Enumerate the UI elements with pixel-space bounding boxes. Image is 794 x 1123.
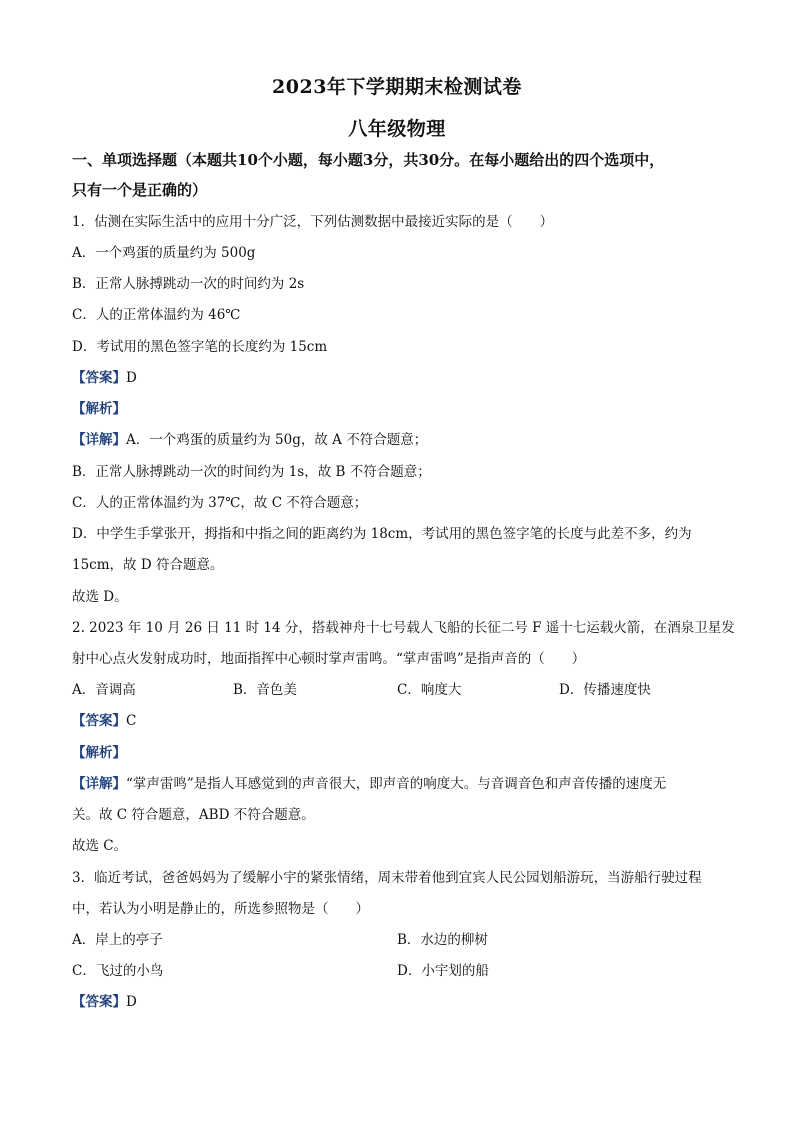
q3-stem-line1: 3．临近考试，爸爸妈妈为了缓解小宇的紧张情绪，周末带着他到宜宾人民公园划船游玩，当游船行驶过程 (72, 870, 702, 886)
answer-value: C (126, 713, 137, 729)
q2-stem-line2: 射中心点火发射成功时，地面指挥中心顿时掌声雷鸣。“掌声雷鸣”是指声音的（ ） (72, 651, 586, 667)
analysis-tag: 【解析】 (72, 745, 126, 761)
page-subtitle: 八年级物理 (348, 118, 446, 140)
q2-detail-line2: 关。故 C 符合题意，ABD 不符合题意。 (72, 807, 315, 823)
q1-option-b: B．正常人脉搏跳动一次的时间约为 2s (72, 276, 305, 292)
q3-option-d: D．小宇划的船 (397, 963, 489, 979)
q1-option-d: D．考试用的黑色签字笔的长度约为 15cm (72, 339, 328, 355)
q2-option-a: A．音调高 (72, 682, 136, 698)
page-title: 2023年下学期期末检测试卷 (272, 76, 522, 98)
detail-text: “掌声雷鸣”是指人耳感觉到的声音很大，即声音的响度大。与音调音色和声音传播的速度无 (126, 776, 667, 792)
q3-answer (72, 992, 732, 1012)
answer-tag: 【答案】 (72, 994, 126, 1010)
analysis-tag: 【解析】 (72, 401, 126, 417)
q2-option-c: C．响度大 (397, 682, 462, 698)
q3-option-b: B．水边的柳树 (397, 932, 488, 948)
q3-stem-line2: 中，若认为小明是静止的，所选参照物是（ ） (72, 901, 369, 917)
q1-answer (72, 368, 732, 388)
q1-conclusion: 故选 D。 (72, 589, 128, 605)
answer-value: D (126, 994, 137, 1010)
q1-detail-line1 (72, 430, 732, 450)
section-heading-line1: 一、单项选择题（本题共10个小题，每小题3分，共30分。在每小题给出的四个选项中， (72, 151, 665, 169)
q1-detail-line2: B．正常人脉搏跳动一次的时间约为 1s，故 B 不符合题意； (72, 464, 431, 480)
q2-option-d: D．传播速度快 (559, 682, 651, 698)
q2-detail-line1 (72, 774, 732, 794)
answer-tag: 【答案】 (72, 370, 126, 386)
q3-option-a: A．岸上的亭子 (72, 932, 163, 948)
detail-tag: 【详解】 (72, 776, 126, 792)
q2-conclusion: 故选 C。 (72, 838, 128, 854)
q2-option-b: B．音色美 (233, 682, 297, 698)
detail-tag: 【详解】 (72, 432, 126, 448)
q2-stem-line1: 2. 2023 年 10 月 26 日 11 时 14 分，搭载神舟十七号载人飞船的长征二号 F 遥十七运载火箭，在酒泉卫星发 (72, 620, 735, 636)
section-heading-line2: 只有一个是正确的） (72, 181, 208, 199)
q1-detail-line5: 15cm，故 D 符合题意。 (72, 557, 224, 573)
q2-answer (72, 711, 732, 731)
q3-option-c: C．飞过的小鸟 (72, 963, 164, 979)
q1-option-c: C．人的正常体温约为 46℃ (72, 307, 241, 323)
answer-tag: 【答案】 (72, 713, 126, 729)
detail-text: A．一个鸡蛋的质量约为 50g，故 A 不符合题意； (126, 432, 428, 448)
q1-detail-line3: C．人的正常体温约为 37℃，故 C 不符合题意； (72, 495, 368, 511)
q1-detail-line4: D．中学生手掌张开，拇指和中指之间的距离约为 18cm，考试用的黑色签字笔的长度与此差不多，约为 (72, 526, 692, 542)
q1-option-a: A．一个鸡蛋的质量约为 500g (72, 245, 256, 261)
q2-analysis (72, 743, 732, 763)
answer-value: D (126, 370, 137, 386)
q1-stem: 1．估测在实际生活中的应用十分广泛，下列估测数据中最接近实际的是（ ） (72, 214, 554, 230)
q1-analysis (72, 399, 732, 419)
